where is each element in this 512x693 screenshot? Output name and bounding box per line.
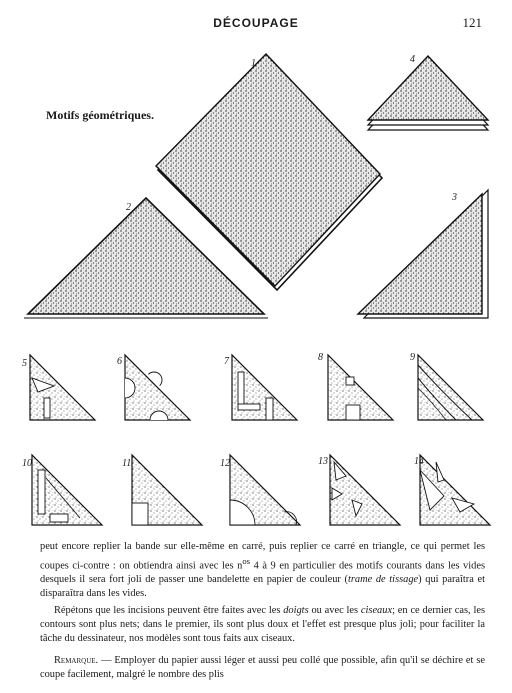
figure-caption: Motifs géométriques.	[46, 108, 154, 122]
running-title: DÉCOUPAGE	[213, 16, 299, 30]
figure-14-pattern	[414, 455, 490, 525]
figure-number: 12	[220, 458, 230, 469]
figure-number: 6	[117, 356, 122, 367]
figure-number: 5	[22, 358, 27, 369]
paragraph-2: Répétons que les incisions peuvent être faites avec les doigts ou avec les ciseaux; en ce dernier cas, les contours sont plus nets; dans le premier, ils sont plus doux et l'effet est presque plus joli; pour faciliter la tâche du dessinateur, nos modèles sont tous faits aux ciseaux.	[40, 605, 485, 645]
figure-9-pattern	[410, 352, 483, 420]
figure-10-pattern	[22, 455, 102, 525]
figure-number: 13	[318, 456, 328, 467]
figure-12-pattern	[220, 455, 300, 525]
figure-number: 8	[318, 352, 323, 363]
body-text	[40, 540, 485, 682]
figure-number: 7	[224, 356, 229, 367]
figure-7-pattern	[224, 355, 297, 420]
figure-3-triangle	[358, 190, 488, 318]
remark-label: Remarque.	[54, 655, 99, 667]
figure-number: 9	[410, 352, 415, 363]
figure-11-pattern	[122, 455, 202, 525]
figure-5-pattern	[22, 355, 95, 420]
figure-number: 3	[452, 192, 457, 203]
remark-paragraph: Remarque. — Employer du papier aussi léger et aussi peu collé que possible, afin qu'il se déchire et se coupe facilement, malgré le nombre des plis	[40, 655, 485, 681]
figure-number: 4	[410, 54, 415, 65]
figure-6-pattern	[117, 355, 190, 420]
figure-number: 14	[414, 456, 424, 467]
figure-number: 1	[251, 58, 256, 69]
figure-number: 10	[22, 458, 32, 469]
paragraph-1: peut encore replier la bande sur elle-même en carré, puis replier ce carré en triangle, ce qui permet les coupes ci-contre : on obtiendra ainsi avec les $n^{os}$ 4 à 9 en particulier des motifs courants dans les vides desquels il sera fort joli de passer une bandelette en papier de couleur (trame de tissage) qui paraîtra et disparaîtra dans les vides.	[40, 541, 486, 600]
figure-8-pattern	[318, 352, 393, 420]
page-number: 121	[462, 15, 482, 30]
figure-number: 2	[126, 202, 131, 213]
figure-4-triangle	[368, 54, 488, 130]
figure-13-pattern	[318, 455, 400, 525]
figure-number: 11	[122, 458, 132, 469]
